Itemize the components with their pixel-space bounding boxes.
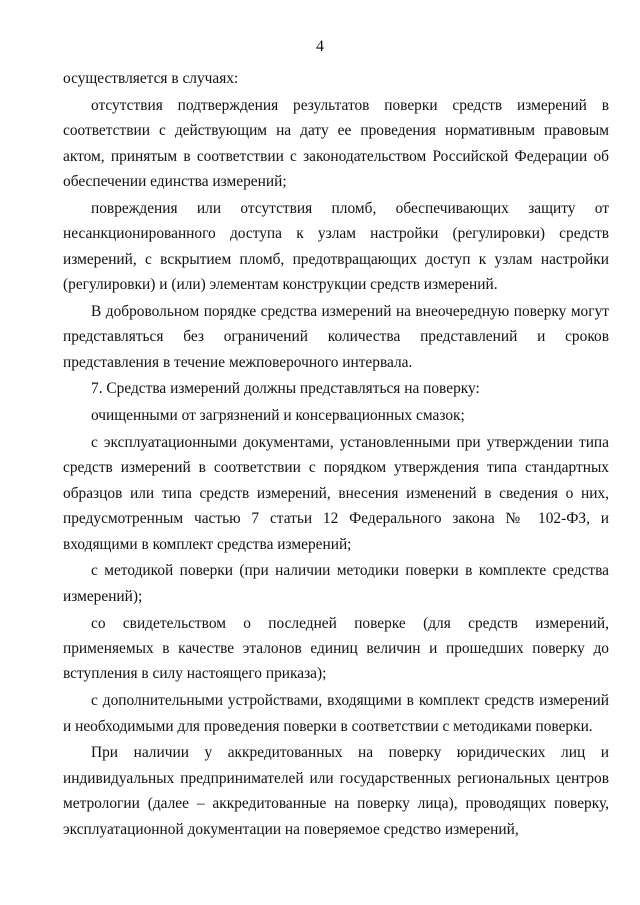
paragraph-10: с дополнительными устройствами, входящими в комплект средств измерений и необходимыми для проведения поверки в соответствии с методиками поверки. (63, 692, 609, 735)
paragraph-5: 7. Средства измерений должны представляться на поверку: (91, 380, 480, 398)
paragraph-6: очищенными от загрязнений и консервационных смазок; (91, 407, 465, 425)
paragraph-2: отсутствия подтверждения результатов поверки средств измерений в соответствии с действующим на дату ее проведения нормативным правовым актом, принятым в соответствии с законодательством Российской Федерации об обеспечении единства измерений; (63, 96, 609, 191)
paragraph-4: В добровольном порядке средства измерений на внеочередную поверку могут представляться без ограничений количества представлений и сроков представления в течение межповерочного интервала. (63, 302, 609, 371)
paragraph-1: осуществляется в случаях: (63, 70, 239, 87)
paragraph-11: При наличии у аккредитованных на поверку юридических лиц и индивидуальных предпринимателей или государственных региональных центров метрологии (далее – аккредитованные на поверку лица), проводящих поверку, эксплуатационной документации на поверяемое средство измерений, (63, 744, 609, 838)
document-body (63, 66, 609, 842)
page-number: 4 (316, 38, 324, 55)
paragraph-7: с эксплуатационными документами, установленными при утверждении типа средств измерений в соответствии с порядком утверждения типа стандартных образцов или типа средств измерений, внесения изменений в сведения о них, предусмотренным частью 7 статьи 12 Федерального закона № 102-ФЗ, и входящими в комплект средства измерений; (63, 434, 609, 553)
paragraph-9: со свидетельством о последней поверке (для средств измерений, применяемых в качестве эталонов единиц величин и прошедших поверку до вступления в силу настоящего приказа); (63, 614, 609, 683)
paragraph-8: с методикой поверки (при наличии методики поверки в комплекте средства измерений); (63, 562, 609, 605)
paragraph-3: повреждения или отсутствия пломб, обеспечивающих защиту от несанкционированного доступа к узлам настройки (регулировки) средств измерений, с вскрытием пломб, предотвращающих доступ к узлам настройки (регулировки) и (или) элементам конструкции средств измерений. (63, 199, 609, 294)
